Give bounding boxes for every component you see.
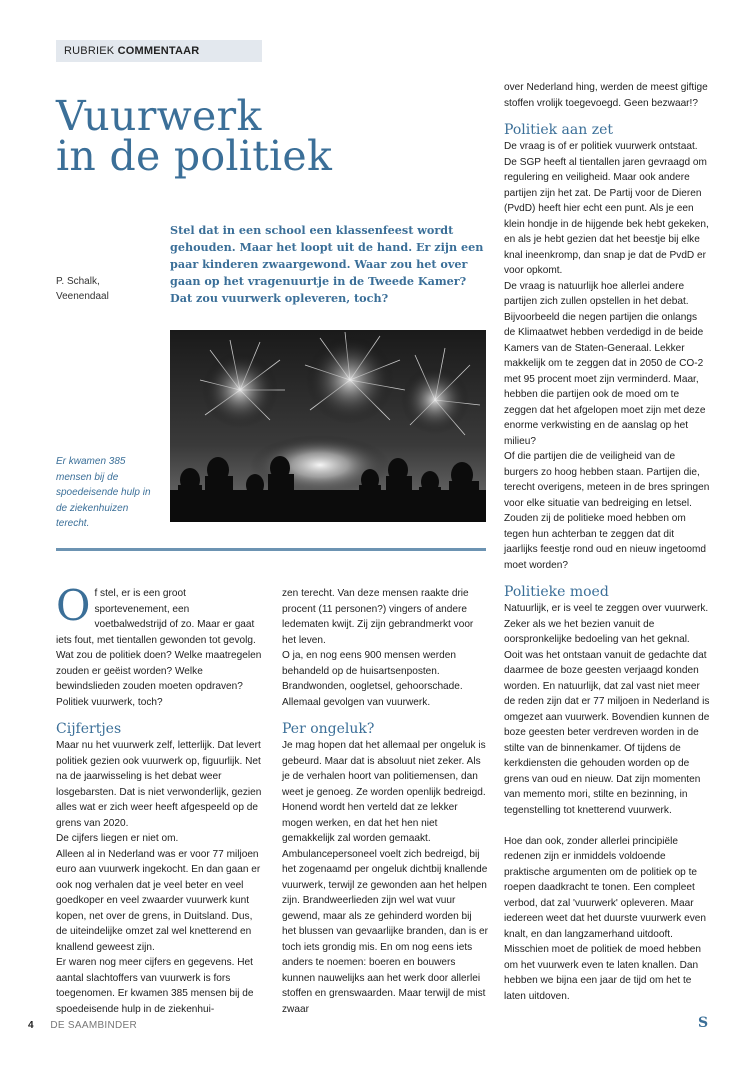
paragraph: De cijfers liegen er niet om. bbox=[56, 833, 179, 844]
paragraph: O ja, en nog eens 900 mensen werden behandeld op de huisartsenposten. Brandwonden, oogletsel, gehoorschade. Allemaal gevolgen van vuurwerk. bbox=[282, 650, 463, 708]
paragraph: over Nederland hing, werden de meest giftige stoffen vrolijk toegevoegd. Geen bezwaar!? bbox=[504, 82, 708, 109]
paragraph-spacer bbox=[504, 818, 710, 834]
title-line-2: in de politiek bbox=[56, 132, 333, 180]
section-divider bbox=[56, 548, 486, 551]
paragraph: De vraag is natuurlijk hoe allerlei andere partijen zich zullen opstellen in het debat. Bijvoorbeeld die negen partijen die onlangs de Klimaatwet hebben verdedigd in de beide Kamers van de Staten-Generaal. Lekker makkelijk om te zeggen dat in 2050 de CO-2 met 95 procent moet zijn verminderd. Maar, hebben die partijen ook de moed om te zeggen dat het afgelopen moet zijn met deze enorme verkwisting en de aanslag op het milieu? bbox=[504, 280, 706, 447]
column-2 bbox=[282, 586, 488, 1017]
article-title bbox=[56, 92, 356, 180]
paragraph: Je mag hopen dat het allemaal per ongeluk is gebeurd. Maar dat is absoluut niet zeker. Als je de verhalen hoort van politiemensen, dan weet je genoeg. Ze worden openlijk bedreigd. Honend wordt hen verteld dat ze lekker mogen werken, en dat het hen niet gemakkelijk zal worden gemaakt. Ambulancepersoneel voelt zich bedreigd, bij het zogenaamd per ongeluk dichtbij knallende vuurwerk, terwijl ze gewonden aan het helpen zijn. Brandweerlieden zijn wel wat vuur gewend, maar als ze gehinderd worden bij het blussen van gevaarlijke branden, dan is er toch iets grondig mis. En om nog eens iets anders te noemen: boeren en bouwers kunnen nauwelijks aan het werk door allerlei stoffen en grenswaarden. Maar terwijl de mist zwaar bbox=[282, 740, 488, 1015]
heading-politieke-moed: Politieke moed bbox=[504, 584, 609, 600]
rubriek-prefix: RUBRIEK bbox=[64, 45, 115, 57]
magazine-name: DE SAAMBINDER bbox=[50, 1020, 138, 1031]
column-3 bbox=[504, 80, 710, 1004]
heading-cijfertjes: Cijfertjes bbox=[56, 721, 122, 737]
paragraph: Alleen al in Nederland was er voor 77 miljoen euro aan vuurwerk ingekocht. En dan gaan er ook nog verhalen dat je veel beter en veel goedkoper en veel zwaarder vuurwerk kunt kopen, net over de grens, in Duitsland. Dus, de uiteindelijke omzet zal wel knetterend en knallend geweest zijn. bbox=[56, 848, 261, 953]
page-number: 4 bbox=[28, 1020, 34, 1031]
author-place: Veenendaal bbox=[56, 291, 109, 302]
article-lead: Stel dat in een school een klassenfeest wordt gehouden. Maar het loopt uit de hand. Er zijn een paar kinderen zwaargewond. Waar zou het over gaan op het vragenuurtje in de Tweede Kamer? Dat zou vuurwerk opleveren, toch? bbox=[170, 223, 484, 305]
page-footer bbox=[28, 1020, 328, 1032]
title-line-1: Vuurwerk bbox=[56, 92, 262, 140]
rubriek-label bbox=[56, 40, 262, 62]
author-name: P. Schalk, bbox=[56, 276, 100, 287]
paragraph: De vraag is of er politiek vuurwerk ontstaat. De SGP heeft al tientallen jaren gevraagd om regulering en veiligheid. Maar ook andere partijen zijn het zat. De Partij voor de Dieren (PvdD) heeft hier echt een punt. Als je een klein hondje in de hijgende bek hebt gekeken, en als je hebt gezien dat het beestje bij elke knal ineenkromp, dan snap je dat de PvdD er voor opkomt. bbox=[504, 141, 709, 276]
photo-caption: Er kwamen 385 mensen bij de spoedeisende hulp in de ziekenhuizen terecht. bbox=[56, 456, 151, 529]
column-1 bbox=[56, 581, 262, 1017]
heading-per-ongeluk: Per ongeluk? bbox=[282, 721, 375, 737]
paragraph: Maar nu het vuurwerk zelf, letterlijk. Dat levert politiek gezien ook vuurwerk op, figuurlijk. Net na de jaarwisseling is het debat weer losgebarsten. Dat is niet verwonderlijk, gezien alles wat er zich weer heeft afgespeeld op de grens van 2020. bbox=[56, 740, 262, 829]
heading-politiek-aan-zet: Politiek aan zet bbox=[504, 122, 614, 138]
paragraph: Er waren nog meer cijfers en gegevens. Het aantal slachtoffers van vuurwerk is fors toegenomen. Er kwamen 385 mensen bij de spoedeisende hulp in de ziekenhui- bbox=[56, 957, 254, 1015]
paragraph: zen terecht. Van deze mensen raakte drie procent (11 personen?) vingers of andere ledematen kwijt. Zij zijn gebrandmerkt voor het leven. bbox=[282, 588, 474, 646]
paragraph: Hoe dan ook, zonder allerlei principiële redenen zijn er inmiddels voldoende praktische argumenten om de politiek op te roepen daadkracht te tonen. Een compleet verbod, dat zal 'vuurwerk' opleveren. Maar iedereen weet dat het duurste vuurwerk even knalt, en dan langzamerhand uitdooft. Misschien moet de politiek de moed hebben om het vuurwerk even te laten knallen. Dan hebben we bijna een jaar de tijd om het te laten uitdoven. bbox=[504, 835, 706, 1002]
fireworks-photo bbox=[170, 330, 486, 522]
rubriek-name: COMMENTAAR bbox=[117, 45, 200, 57]
end-mark-icon: S bbox=[698, 1015, 709, 1031]
paragraph: Of die partijen die de veiligheid van de burgers zo hoog hebben staan. Partijen die, terecht overigens, meteen in de bres springen voor elke situatie van bedreiging en letsel. Zouden zij de politieke moed hebben om tegen hun achterban te zeggen dat dit jaarlijks feestje rond oud en nieuw ingetoomd moet worden? bbox=[504, 451, 710, 571]
paragraph: Natuurlijk, er is veel te zeggen over vuurwerk. Zeker als we het bezien vanuit de oorspronkelijke bedoeling van het geknal. Ooit was het ontstaan vanuit de gedachte dat daarmee de boze geesten verjaagd konden worden. En natuurlijk, dat zal vast niet meer de reden zijn dat er 77 miljoen in Nederland is omgezet aan vuurwerk. Bovendien kunnen de boze geesten beter verdreven worden in de stilte van de binnenkamer. Of tijdens de kerkdiensten die gehouden worden op de grens van oud en nieuw. Dat zijn momenten van memento mori, stilte en bezinning, in tegenstelling tot knetterend vuurwerk. bbox=[504, 603, 710, 816]
intro-paragraph: f stel, er is een groot sportevenement, een voetbalwedstrijd of zo. Maar er gaat iets fout, met tientallen gewonden tot gevolg. Wat zou de politiek doen? Welke maatregelen zouden er geëist worden? Welke bewindslieden zouden moeten opdraven? Politiek vuurwerk, toch? bbox=[56, 588, 262, 708]
dropcap: O bbox=[56, 581, 91, 630]
author-byline bbox=[56, 274, 156, 304]
